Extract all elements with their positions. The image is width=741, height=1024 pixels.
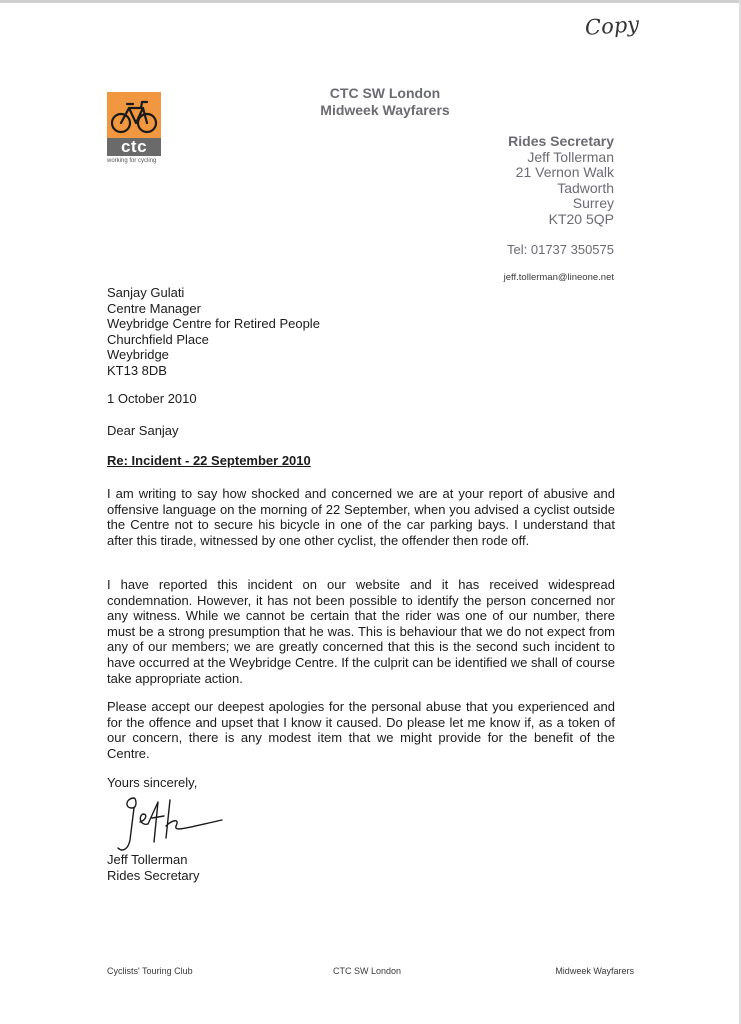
sender-name: Jeff Tollerman xyxy=(527,148,614,165)
recipient-address-block xyxy=(107,285,320,379)
recipient-line: Centre Manager xyxy=(107,300,201,316)
bicycle-icon xyxy=(109,96,159,138)
recipient-line: KT13 8DB xyxy=(107,362,167,378)
paragraph-text: I have reported this incident on our website and it has received widespread condemnation. However, it has not been possible to identify the person concerned nor any witness. While we cannot be certain that the rider was one of our number, there must be a strong presumption that he was. This is behaviour that we do not expect from any of our members; we are greatly concerned that this is the second such incident to have occurred at the Weybridge Centre. If the culprit can be identified we shall of course take appropriate action. xyxy=(107,577,615,686)
letterhead-title xyxy=(300,85,470,119)
signoff-block xyxy=(107,852,199,883)
letter-date: 1 October 2010 xyxy=(107,391,197,406)
sender-email: jeff.tollerman@lineone.net xyxy=(503,272,614,283)
footer-right: Midweek Wayfarers xyxy=(555,966,634,976)
letterhead-line2: Midweek Wayfarers xyxy=(320,102,450,118)
signoff-role: Rides Secretary xyxy=(107,867,200,883)
paragraph-text: Please accept our deepest apologies for the personal abuse that you experienced and for the offence and upset that I know it caused. Do please let me know if, as a token of our concern, there is any modest item that we might provide for the benefit of the Centre. xyxy=(107,699,615,761)
recipient-line: Churchfield Place xyxy=(107,331,209,347)
copy-annotation: Copy xyxy=(584,12,640,40)
ctc-logo xyxy=(107,92,161,164)
letter-closing: Yours sincerely, xyxy=(107,775,198,790)
letter-greeting: Dear Sanjay xyxy=(107,423,179,438)
footer-left: Cyclists' Touring Club xyxy=(107,966,193,976)
signoff-name: Jeff Tollerman xyxy=(107,852,188,867)
paragraph-text: I am writing to say how shocked and concerned we are at your report of abusive and offensive language on the morning of 22 September, when you advised a cyclist outside the Centre not to secure his bicycle in one of the car parking bays. I understand that after this tirade, witnessed by one other cyclist, the offender then rode off. xyxy=(107,486,615,548)
recipient-line: Sanjay Gulati xyxy=(107,285,185,300)
sender-address-block xyxy=(508,134,614,227)
letterhead-line1: CTC SW London xyxy=(329,85,441,101)
sender-address-line: 21 Vernon Walk xyxy=(515,164,614,180)
sender-address-line: KT20 5QP xyxy=(548,210,614,227)
footer-center: CTC SW London xyxy=(333,966,402,976)
logo-abbrev: ctc xyxy=(107,138,161,156)
logo-badge xyxy=(107,92,161,156)
logo-tagline: working for cycling xyxy=(107,158,157,164)
scan-edge-top xyxy=(0,0,741,3)
recipient-line: Weybridge Centre for Retired People xyxy=(107,316,320,332)
sender-telephone: Tel: 01737 350575 xyxy=(507,242,614,257)
sender-address-line: Tadworth xyxy=(557,179,614,196)
body-paragraph-3 xyxy=(107,699,615,761)
letter-subject: Re: Incident - 22 September 2010 xyxy=(107,453,311,468)
body-paragraph-1 xyxy=(107,486,615,548)
sender-role: Rides Secretary xyxy=(508,133,614,149)
recipient-line: Weybridge xyxy=(107,347,169,363)
body-paragraph-2 xyxy=(107,577,615,686)
sender-address-line: Surrey xyxy=(572,195,614,211)
